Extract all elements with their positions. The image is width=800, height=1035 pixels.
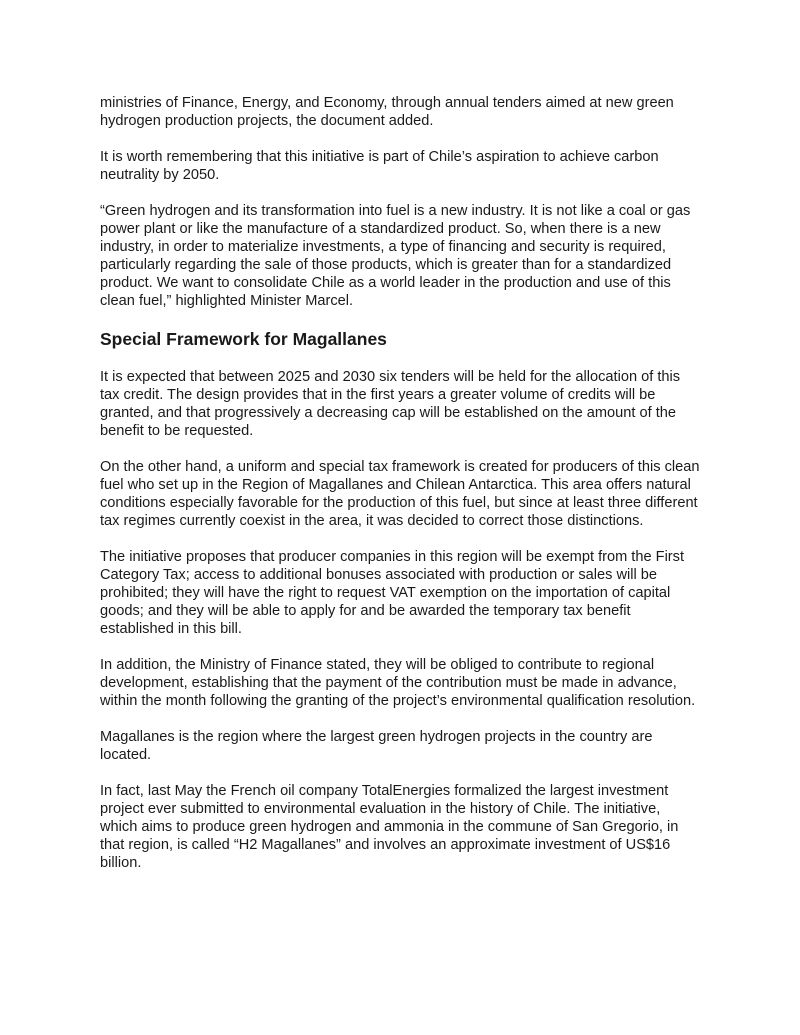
paragraph-regional-contribution: In addition, the Ministry of Finance stated, they will be obliged to contribute to regional development, establishing that the payment of the contribution must be made in advance, within the month following the granting of the project’s environmental qualification resolution. bbox=[100, 657, 696, 709]
paragraph-largest-projects: Magallanes is the region where the largest green hydrogen projects in the country are located. bbox=[100, 729, 653, 763]
paragraph-exemptions: The initiative proposes that producer companies in this region will be exempt from the First Category Tax; access to additional bonuses associated with production or sales will be prohibited; they will have the right to request VAT exemption on the importation of capital goods; and they will be able to apply for and be awarded the temporary tax benefit established in this bill. bbox=[100, 549, 685, 637]
paragraph-ministries-tenders: ministries of Finance, Energy, and Economy, through annual tenders aimed at new green hydrogen production projects, the document added. bbox=[100, 95, 674, 129]
document-page bbox=[100, 94, 700, 890]
paragraph-minister-quote: “Green hydrogen and its transformation into fuel is a new industry. It is not like a coal or gas power plant or like the manufacture of a standardized product. So, when there is a new industry, in order to materialize investments, a type of financing and security is required, particularly regarding the sale of those products, which is greater than for a standardized product. We want to consolidate Chile as a world leader in the production and use of this clean fuel,” highlighted Minister Marcel. bbox=[100, 203, 691, 309]
paragraph-carbon-neutrality: It is worth remembering that this initiative is part of Chile’s aspiration to achieve carbon neutrality by 2050. bbox=[100, 149, 659, 183]
section-heading: Special Framework for Magallanes bbox=[100, 329, 387, 349]
paragraph-tax-framework: On the other hand, a uniform and special tax framework is created for producers of this clean fuel who set up in the Region of Magallanes and Chilean Antarctica. This area offers natural conditions especially favorable for the production of this fuel, but since at least three different tax regimes currently coexist in the area, it was decided to correct those distinctions. bbox=[100, 459, 700, 529]
paragraph-six-tenders: It is expected that between 2025 and 2030 six tenders will be held for the allocation of this tax credit. The design provides that in the first years a greater volume of credits will be granted, and that progressively a decreasing cap will be established on the amount of the benefit to be requested. bbox=[100, 369, 681, 439]
paragraph-totalenergies: In fact, last May the French oil company TotalEnergies formalized the largest investment project ever submitted to environmental evaluation in the history of Chile. The initiative, which aims to produce green hydrogen and ammonia in the commune of San Gregorio, in that region, is called “H2 Magallanes” and involves an approximate investment of US$16 billion. bbox=[100, 783, 679, 871]
